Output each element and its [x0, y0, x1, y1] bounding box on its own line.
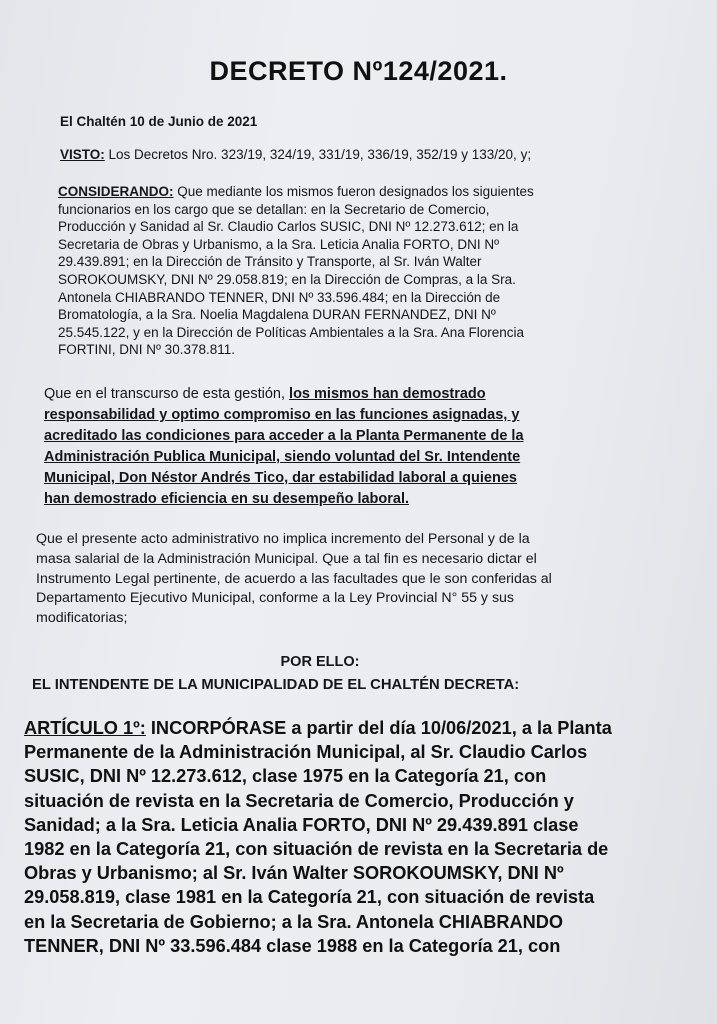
acto-line: modificatorias;: [36, 610, 128, 627]
considerando-line: funcionarios en los cargo que se detallan: en la Secretario de Comercio,: [58, 201, 490, 217]
articulo-line: [24, 716, 704, 740]
considerando-line: Bromatología, a la Sra. Noelia Magdalena DURAN FERNANDEZ, DNI Nº: [58, 307, 496, 323]
considerando-paragraph: [58, 183, 658, 359]
visto-label: VISTO:: [60, 147, 105, 162]
demostrado-line: Municipal, Don Néstor Andrés Tico, dar estabilidad laboral a quienes: [44, 470, 517, 486]
demostrado-line: acreditado las condiciones para acceder a la Planta Permanente de la: [44, 428, 524, 444]
articulo-line: Sanidad; a la Sra. Leticia Analia FORTO, DNI Nº 29.439.891 clase: [24, 814, 579, 835]
demostrado-line: responsabilidad y optimo compromiso en las funciones asignadas, y: [44, 407, 520, 423]
articulo-label: ARTÍCULO 1º:: [24, 718, 146, 738]
articulo-line: 29.058.819, clase 1981 en la Categoría 21, con situación de revista: [24, 887, 595, 908]
considerando-line: 29.439.891; en la Dirección de Tránsito y Transporte, al Sr. Iván Walter: [58, 254, 482, 270]
considerando-line: [58, 183, 658, 201]
considerando-line: FORTINI, DNI Nº 30.378.811.: [58, 342, 235, 358]
considerando-line: 25.545.122, y en la Dirección de Políticas Ambientales a la Sra. Ana Florencia: [58, 324, 525, 340]
demostrado-rest: siendo voluntad del Sr. Intendente: [280, 449, 521, 465]
articulo-line: 1982 en la Categoría 21, con situación de revista en la Secretaria de: [24, 839, 609, 860]
considerando-line: Producción y Sanidad al Sr. Claudio Carlos SUSIC, DNI Nº 12.273.612; en la: [58, 219, 519, 235]
demostrado-paragraph: [44, 384, 664, 510]
articulo-first-line: INCORPÓRASE a partir del día 10/06/2021, a la Planta: [145, 718, 612, 738]
acto-line: Que el presente acto administrativo no implica incremento del Personal y de la: [36, 531, 530, 547]
articulo-line: SUSIC, DNI Nº 12.273.612, clase 1975 en la Categoría 21, con: [24, 766, 547, 787]
acto-line: Departamento Ejecutivo Municipal, conforme a la Ley Provincial N° 55 y sus: [36, 590, 515, 607]
demostrado-bold: Administración Publica Municipal,: [44, 449, 281, 465]
visto-text: Los Decretos Nro. 323/19, 324/19, 331/19, 336/19, 352/19 y 133/20, y;: [104, 147, 532, 162]
articulo-line: TENNER, DNI Nº 33.596.484 clase 1988 en la Categoría 21, con: [24, 935, 561, 956]
demostrado-line: [44, 384, 664, 405]
acto-line: masa salarial de la Administración Municipal. Que a tal fin es necesario dictar el: [36, 550, 537, 567]
intendente-heading: EL INTENDENTE DE LA MUNICIPALIDAD DE EL CHALTÉN DECRETA:: [32, 677, 520, 693]
articulo-line: Permanente de la Administración Municipal, al Sr. Claudio Carlos: [24, 742, 588, 763]
demostrado-line: han demostrado eficiencia en su desempeño laboral.: [44, 491, 410, 507]
articulo-1-paragraph: [24, 716, 704, 958]
articulo-line: situación de revista en la Secretaria de Comercio, Producción y: [24, 790, 574, 811]
articulo-line: Obras y Urbanismo; al Sr. Iván Walter SOROKOUMSKY, DNI Nº: [24, 863, 564, 884]
demostrado-intro: Que en el transcurso de esta gestión,: [44, 386, 290, 402]
acto-line: Instrumento Legal pertinente, de acuerdo a las facultades que le son conferidas al: [36, 570, 552, 587]
considerando-line: SOROKOUMSKY, DNI Nº 29.058.819; en la Dirección de Compras, a la Sra.: [58, 271, 516, 287]
considerando-line: Antonela CHIABRANDO TENNER, DNI Nº 33.596.484; en la Dirección de: [58, 289, 501, 305]
demostrado-bold: los mismos han demostrado: [289, 386, 486, 402]
acto-paragraph: [36, 530, 696, 629]
decree-date: El Chaltén 10 de Junio de 2021: [60, 114, 258, 129]
considerando-first-line: Que mediante los mismos fueron designados los siguientes: [173, 184, 534, 199]
visto-paragraph: [60, 146, 680, 164]
por-ello-heading: POR ELLO:: [280, 654, 360, 670]
considerando-line: Secretaria de Obras y Urbanismo, a la Sra. Leticia Analia FORTO, DNI Nº: [58, 236, 500, 252]
demostrado-line: [44, 447, 664, 468]
decree-title: DECRETO Nº124/2021.: [209, 56, 508, 86]
articulo-line: en la Secretaria de Gobierno; a la Sra. Antonela CHIABRANDO: [24, 911, 564, 932]
considerando-label: CONSIDERANDO:: [58, 184, 174, 199]
